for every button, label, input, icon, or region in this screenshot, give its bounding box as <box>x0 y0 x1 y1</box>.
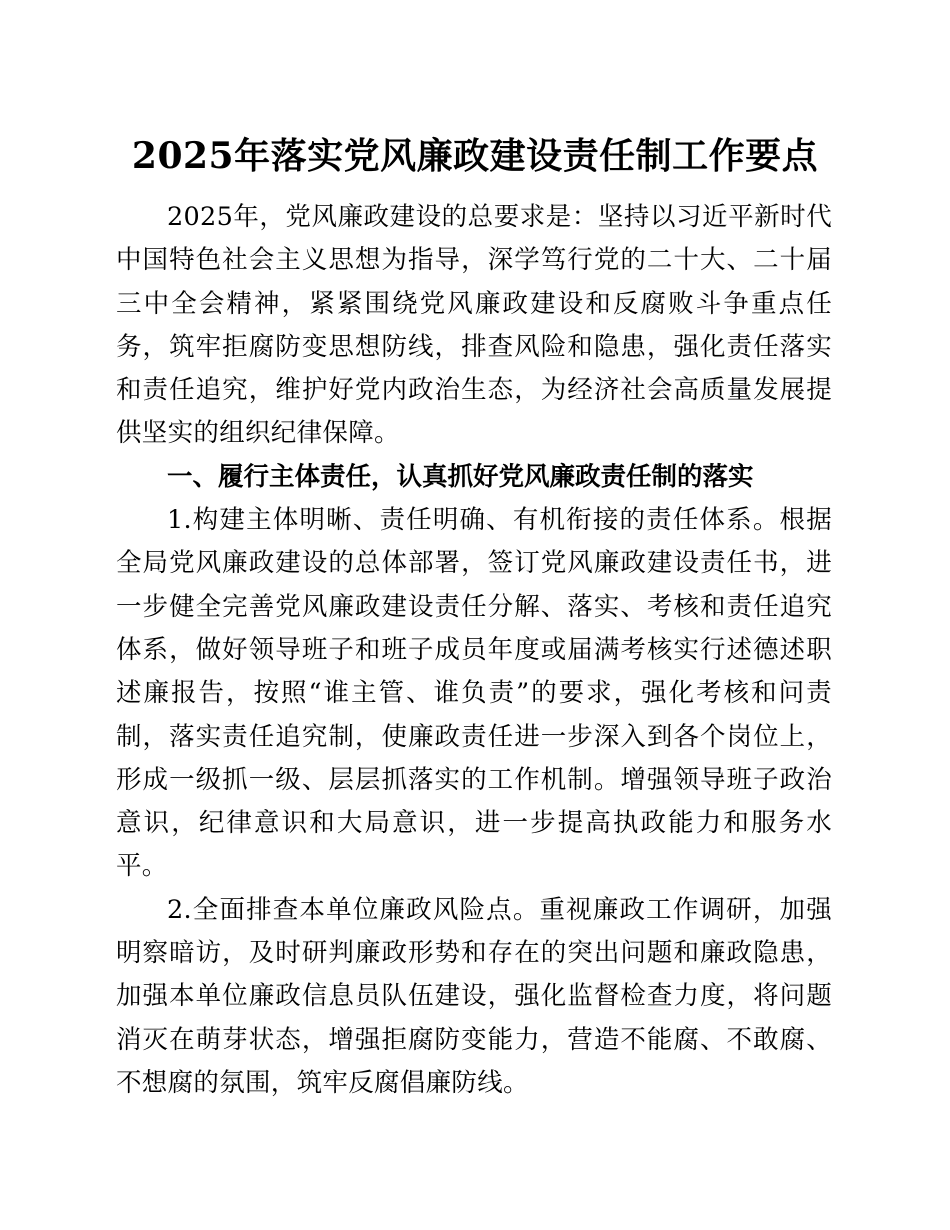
document-body <box>116 196 832 1105</box>
intro-paragraph: 2025年，党风廉政建设的总要求是：坚持以习近平新时代中国特色社会主义思想为指导，深学笃行党的二十大、二十届三中全会精神，紧紧围绕党风廉政建设和反腐败斗争重点任务，筑牢拒腐防变思想防线，排查风险和隐患，强化责任落实和责任追究，维护好党内政治生态，为经济社会高质量发展提供坚实的组织纪律保障。 <box>116 202 832 449</box>
section-1-item-2: 2.全面排查本单位廉政风险点。重视廉政工作调研，加强明察暗访，及时研判廉政形势和存在的突出问题和廉政隐患，加强本单位廉政信息员队伍建设，强化监督检查力度，将问题消灭在萌芽状态，增强拒腐防变能力，营造不能腐、不敢腐、不想腐的氛围，筑牢反腐倡廉防线。 <box>116 894 832 1098</box>
document-title: 2025年落实党风廉政建设责任制工作要点 <box>131 135 819 177</box>
section-1-item-1: 1.构建主体明晰、责任明确、有机衔接的责任体系。根据全局党风廉政建设的总体部署，签订党风廉政建设责任书，进一步健全完善党风廉政建设责任分解、落实、考核和责任追究体系，做好领导班子和班子成员年度或届满考核实行述德述职述廉报告，按照“谁主管、谁负责”的要求，强化考核和问责制，落实责任追究制，使廉政责任进一步深入到各个岗位上，形成一级抓一级、层层抓落实的工作机制。增强领导班子政治意识，纪律意识和大局意识，进一步提高执政能力和服务水平。 <box>116 505 832 882</box>
section-heading-1: 一、履行主体责任，认真抓好党风廉政责任制的落实 <box>167 461 754 492</box>
